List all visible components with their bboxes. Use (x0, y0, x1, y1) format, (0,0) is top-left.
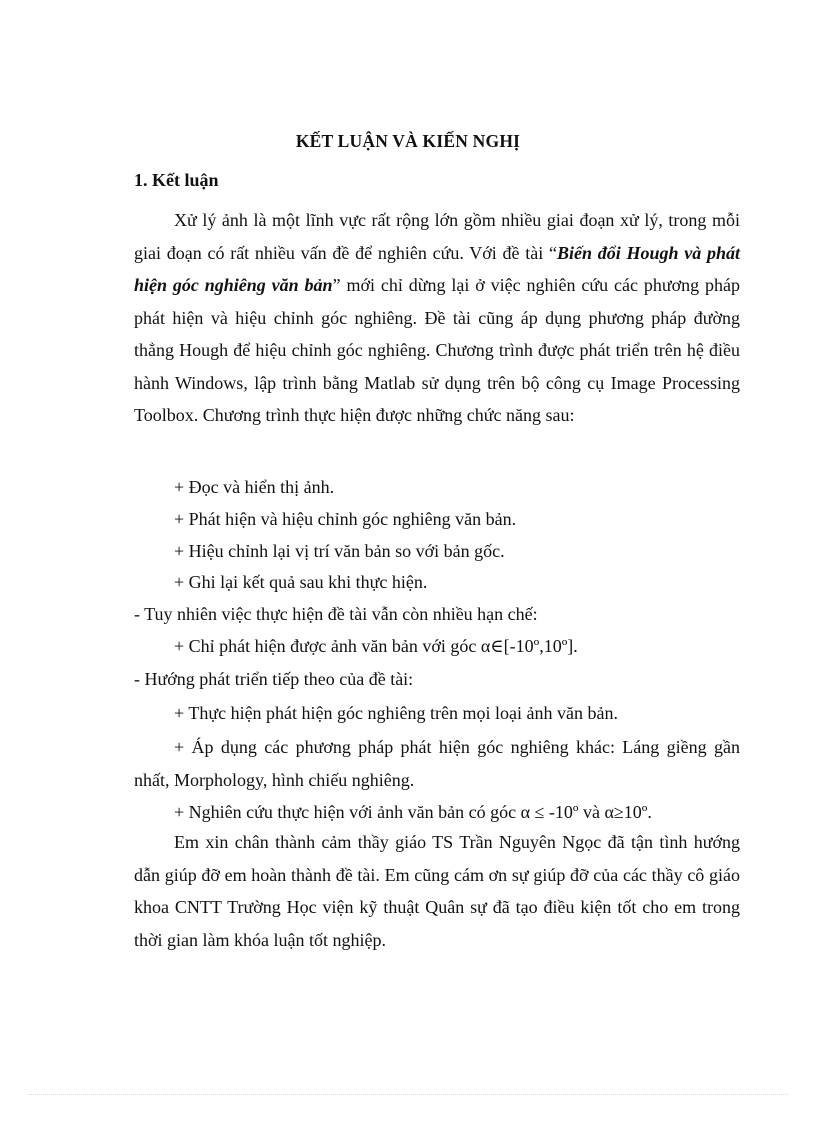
feature-item: + Đọc và hiển thị ảnh. (174, 477, 335, 497)
limitation-item: + Chỉ phát hiện được ảnh văn bản với góc α∈[-10º,10º]. (174, 636, 578, 656)
development-item: + Áp dụng các phương pháp phát hiện góc nghiêng khác: Láng giềng gần nhất, Morphology, hình chiếu nghiêng. (134, 737, 740, 790)
acknowledgement-paragraph: Em xin chân thành cảm thầy giáo TS Trần Nguyên Ngọc đã tận tình hướng dẫn giúp đỡ em hoàn thành đề tài. Em cũng cám ơn sự giúp đỡ của các thầy cô giáo khoa CNTT Trường Học viện kỹ thuật Quân sự đã tạo điều kiện tốt cho em trong thời gian làm khóa luận tốt nghiệp. (134, 832, 740, 950)
development-item: + Nghiên cứu thực hiện với ảnh văn bản có góc α ≤ -10º và α≥10º. (174, 802, 652, 822)
intro-text-part1: Xử lý ảnh là một lĩnh vực rất rộng lớn gồm nhiều giai đoạn xử lý, trong mỗi giai đoạn có rất nhiều vấn đề để nghiên cứu. Với đề tài “ (134, 210, 740, 263)
development-item: + Thực hiện phát hiện góc nghiêng trên mọi loại ảnh văn bản. (174, 703, 618, 723)
feature-item: + Phát hiện và hiệu chỉnh góc nghiêng văn bản. (174, 509, 517, 529)
thesis-title-emphasis: Biến đổi Hough và phát hiện góc nghiêng văn bản (134, 242, 741, 295)
development-heading: - Hướng phát triển tiếp theo của đề tài: (134, 669, 414, 689)
footer-divider (28, 1094, 788, 1095)
feature-item: + Hiệu chỉnh lại vị trí văn bản so với bản gốc. (174, 541, 505, 561)
feature-item: + Ghi lại kết quả sau khi thực hiện. (174, 572, 428, 592)
section-heading: 1. Kết luận (134, 170, 219, 190)
page-title: KẾT LUẬN VÀ KIẾN NGHỊ (295, 131, 521, 151)
limitations-heading: - Tuy nhiên việc thực hiện đề tài vẫn còn nhiều hạn chế: (134, 604, 538, 624)
intro-text-part2: ” mới chỉ dừng lại ở việc nghiên cứu các phương pháp phát hiện và hiệu chỉnh góc nghiêng. Đề tài cũng áp dụng phương pháp đường thẳng Hough để hiệu chỉnh góc nghiêng. Chương trình được phát triển trên hệ điều hành Windows, lập trình bằng Matlab sử dụng trên bộ công cụ Image Processing Toolbox. Chương trình thực hiện được những chức năng sau: (134, 275, 740, 425)
intro-paragraph (134, 204, 740, 432)
